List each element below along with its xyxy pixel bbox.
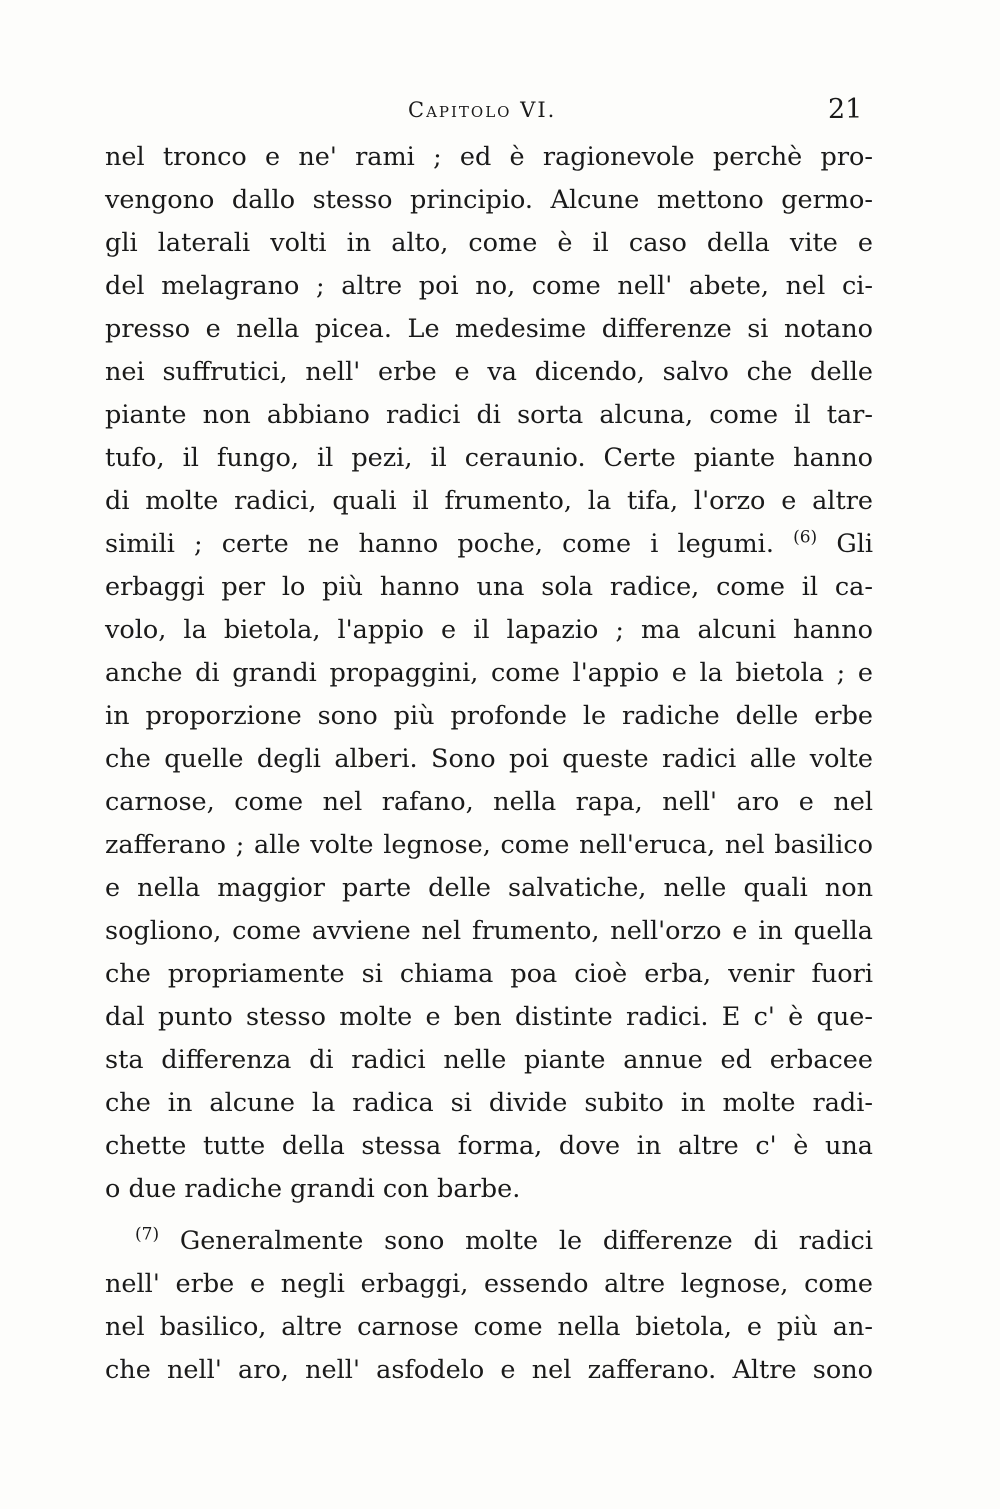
text-line: piante non abbiano radici di sorta alcuna, come il tar- <box>105 400 873 430</box>
text-line: che propriamente si chiama poa cioè erba, venir fuori <box>105 959 873 989</box>
text-line: e nella maggior parte delle salvatiche, nelle quali non <box>105 873 873 903</box>
text-line: nei suffrutici, nell' erbe e va dicendo, salvo che delle <box>105 357 873 387</box>
text-line: erbaggi per lo più hanno una sola radice, come il ca- <box>105 572 873 602</box>
text-line: chette tutte della stessa forma, dove in altre c' è una <box>105 1131 873 1161</box>
text-line: che quelle degli alberi. Sono poi queste radici alle volte <box>105 744 873 774</box>
text-line: gli laterali volti in alto, come è il caso della vite e <box>105 228 873 258</box>
text-line: volo, la bietola, l'appio e il lapazio ; ma alcuni hanno <box>105 615 873 645</box>
line-text: Gli <box>836 529 874 559</box>
text-line: zafferano ; alle volte legnose, come nell'eruca, nel basilico <box>105 830 873 860</box>
text-line: del melagrano ; altre poi no, come nell' abete, nel ci- <box>105 271 873 301</box>
text-line: o due radiche grandi con barbe. <box>105 1174 521 1204</box>
text-line: sogliono, come avviene nel frumento, nell'orzo e in quella <box>105 916 873 946</box>
text-line: di molte radici, quali il frumento, la tifa, l'orzo e altre <box>105 486 873 516</box>
text-line: nel tronco e ne' rami ; ed è ragionevole perchè pro- <box>105 142 873 172</box>
paragraph-2 <box>105 1220 873 1392</box>
text-line: tufo, il fungo, il pezi, il ceraunio. Certe piante hanno <box>105 443 873 473</box>
running-head <box>0 92 1000 132</box>
text-line: carnose, come nel rafano, nella rapa, nell' aro e nel <box>105 787 873 817</box>
note-marker: (7) <box>135 1224 160 1245</box>
text-line-with-note <box>105 523 873 566</box>
text-line: nell' erbe e negli erbaggi, essendo altre legnose, come <box>105 1269 873 1299</box>
body-text <box>105 136 873 1392</box>
paragraph-1 <box>105 136 873 1211</box>
text-line-with-note <box>105 1220 873 1263</box>
text-line: che nell' aro, nell' asfodelo e nel zafferano. Altre sono <box>105 1355 873 1385</box>
text-line: che in alcune la radica si divide subito in molte radi- <box>105 1088 873 1118</box>
text-line: dal punto stesso molte e ben distinte radici. E c' è que- <box>105 1002 873 1032</box>
text-line: presso e nella picea. Le medesime differenze si notano <box>105 314 873 344</box>
running-title: Capitolo VI. <box>408 98 557 122</box>
note-marker: (6) <box>793 527 818 548</box>
text-line: vengono dallo stesso principio. Alcune mettono germo- <box>105 185 873 215</box>
line-text: simili ; certe ne hanno poche, come i legumi. <box>105 529 774 559</box>
text-line: in proporzione sono più profonde le radiche delle erbe <box>105 701 873 731</box>
line-text: Generalmente sono molte le differenze di radici <box>179 1226 873 1256</box>
text-line: anche di grandi propaggini, come l'appio e la bietola ; e <box>105 658 873 688</box>
page-number: 21 <box>828 94 863 125</box>
text-line: sta differenza di radici nelle piante annue ed erbacee <box>105 1045 873 1075</box>
text-line: nel basilico, altre carnose come nella bietola, e più an- <box>105 1312 873 1342</box>
